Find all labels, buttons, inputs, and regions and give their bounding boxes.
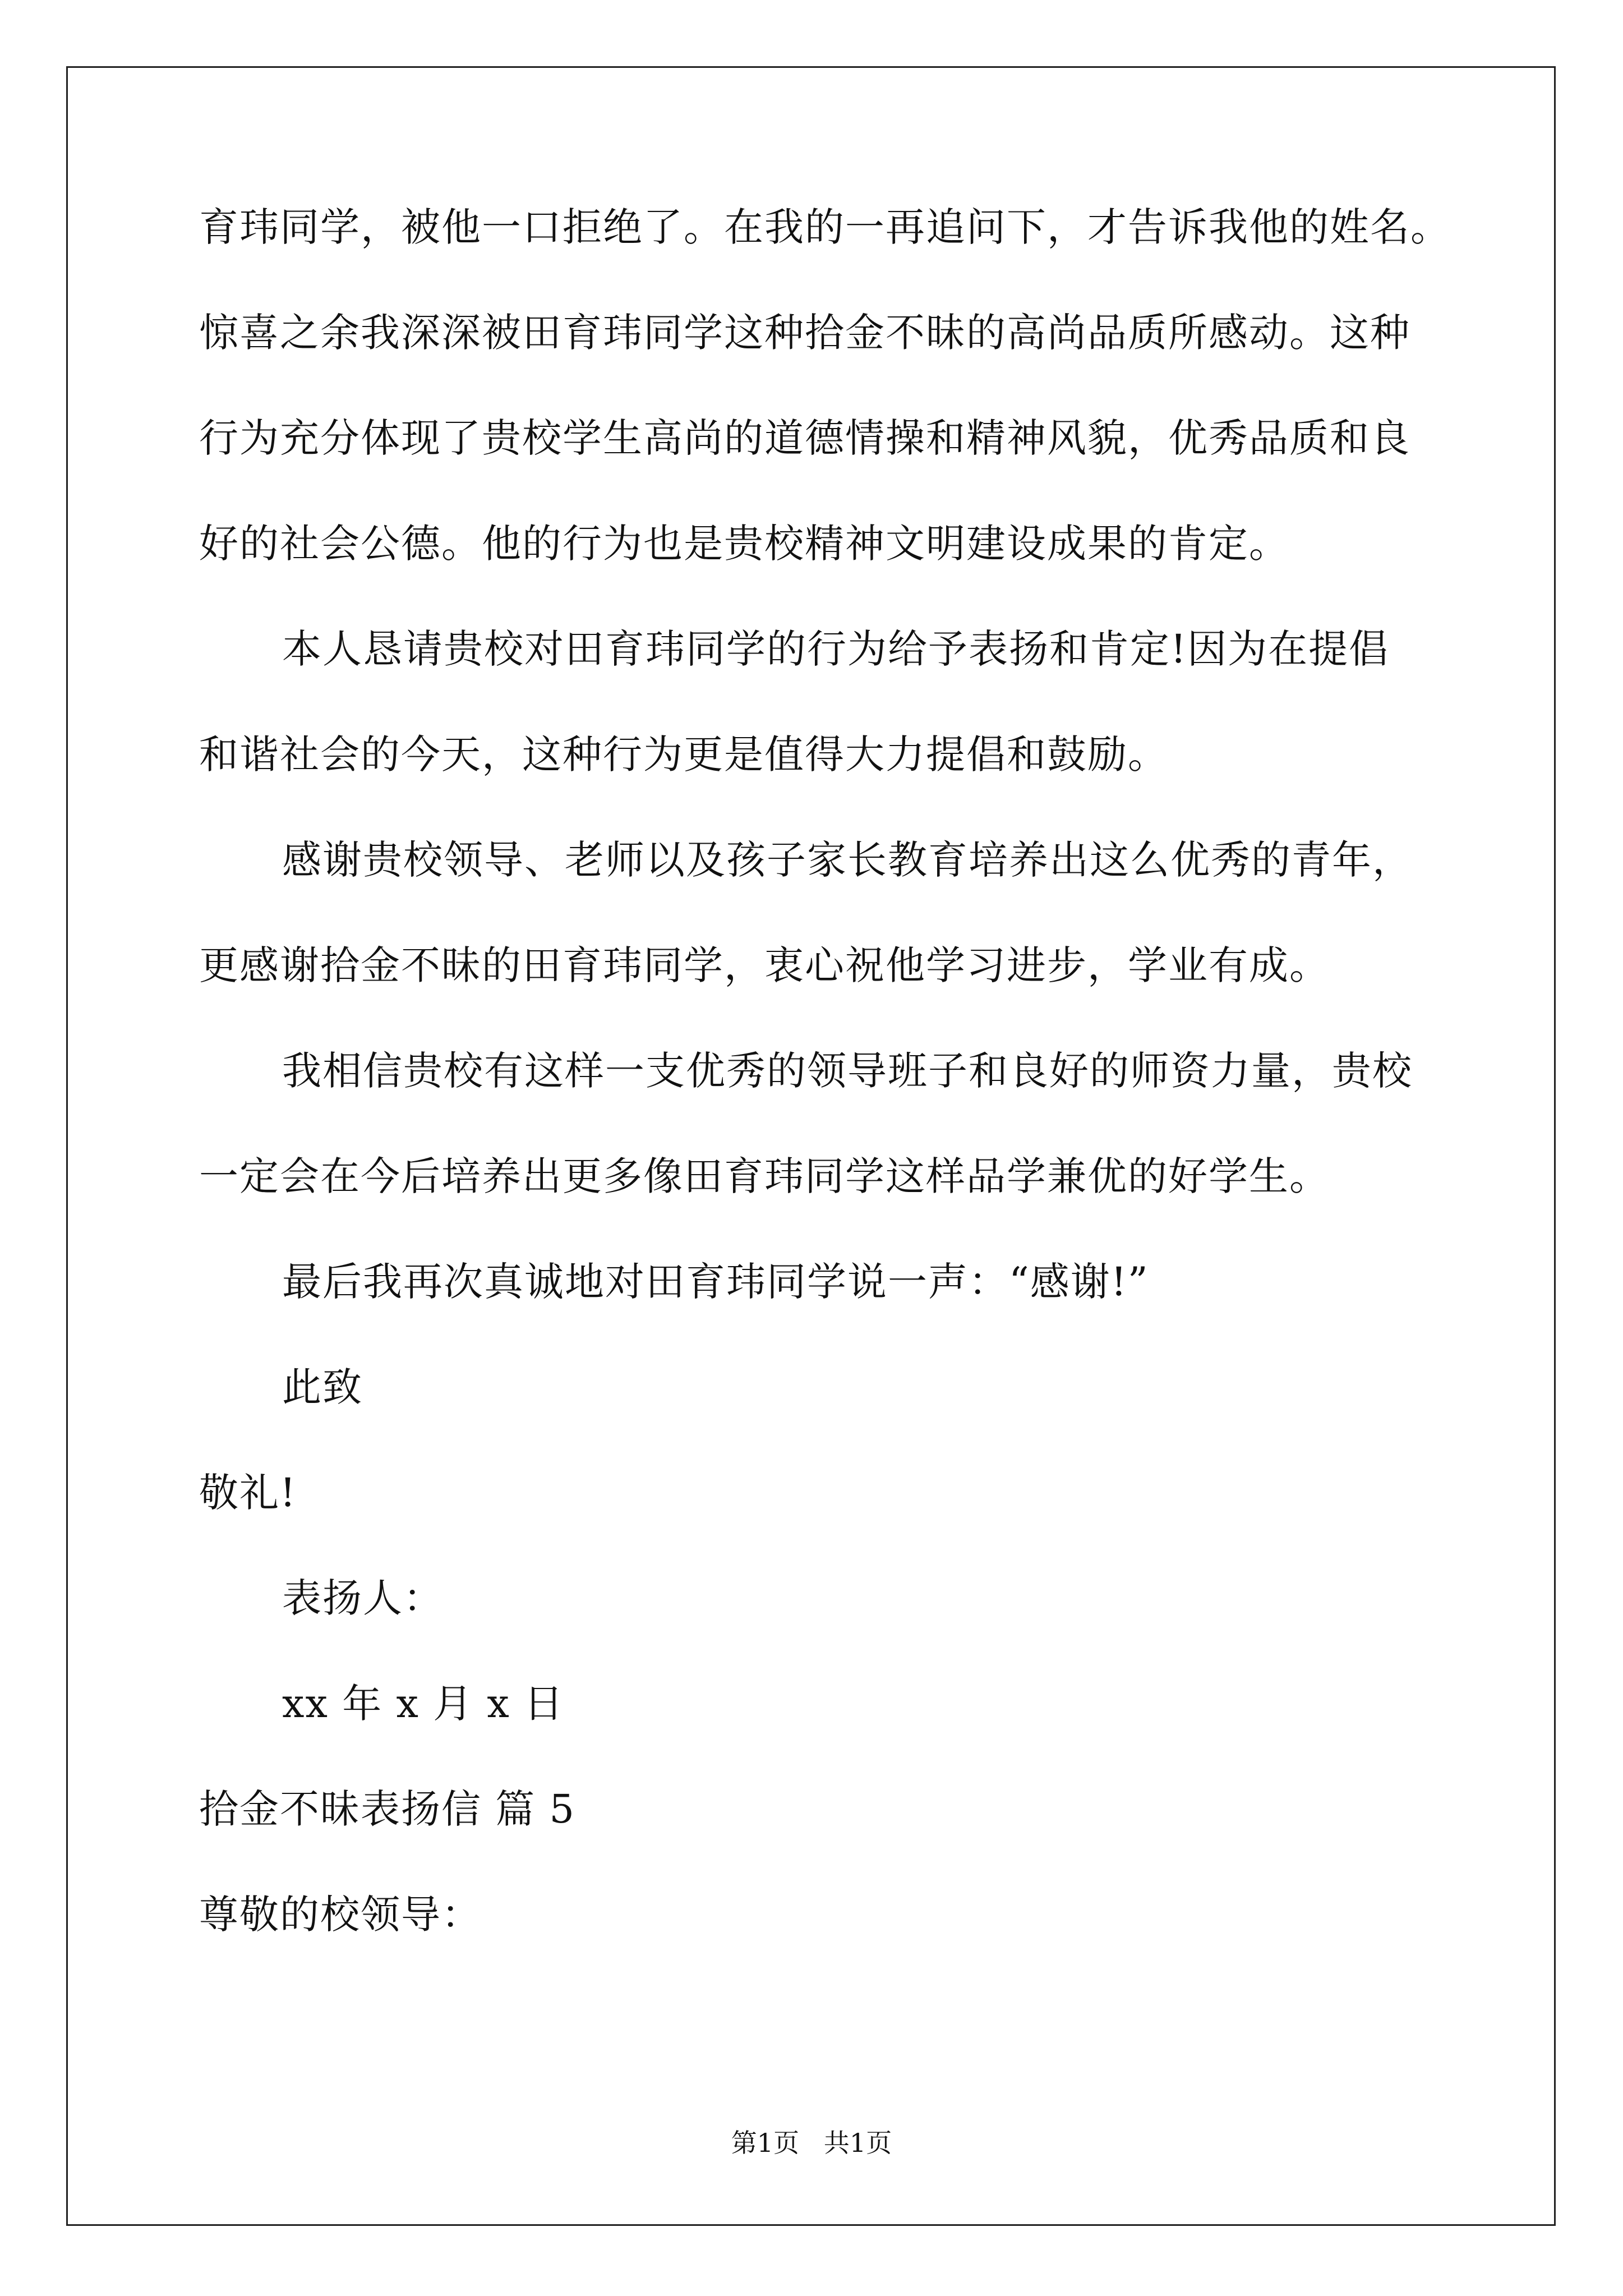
closing-regards: 敬礼! <box>199 1470 297 1516</box>
text-line: 行为充分体现了贵校学生高尚的道德情操和精神风貌，优秀品质和良 <box>199 415 1410 461</box>
text-line: 育玮同学，被他一口拒绝了。在我的一再追问下，才告诉我他的姓名。 <box>199 204 1451 250</box>
page-number: 第1页 共1页 <box>731 2128 892 2158</box>
text-line: 感谢贵校领导、老师以及孩子家长教育培养出这么优秀的青年， <box>282 837 1413 883</box>
signature-label: 表扬人： <box>282 1575 444 1621</box>
text-line: 一定会在今后培养出更多像田育玮同学这样品学兼优的好学生。 <box>199 1153 1330 1199</box>
greeting-line: 尊敬的校领导： <box>199 1892 482 1938</box>
text-line: 惊喜之余我深深被田育玮同学这种拾金不昧的高尚品质所感动。这种 <box>199 310 1410 356</box>
text-line: 更感谢拾金不昧的田育玮同学，衷心祝他学习进步，学业有成。 <box>199 942 1330 988</box>
text-line: 好的社会公德。他的行为也是贵校精神文明建设成果的肯定。 <box>199 521 1289 567</box>
text-line: 本人恳请贵校对田育玮同学的行为给予表扬和肯定!因为在提倡 <box>282 626 1390 672</box>
section-heading: 拾金不昧表扬信 篇 5 <box>199 1786 576 1832</box>
document-body <box>199 204 1451 2000</box>
closing-salutation: 此致 <box>282 1364 363 1410</box>
text-line: 我相信贵校有这样一支优秀的领导班子和良好的师资力量，贵校 <box>282 1048 1413 1094</box>
date-line: xx 年 x 月 x 日 <box>282 1681 565 1727</box>
text-line: 最后我再次真诚地对田育玮同学说一声：“感谢!” <box>282 1259 1149 1305</box>
text-line: 和谐社会的今天，这种行为更是值得大力提倡和鼓励。 <box>199 731 1168 777</box>
